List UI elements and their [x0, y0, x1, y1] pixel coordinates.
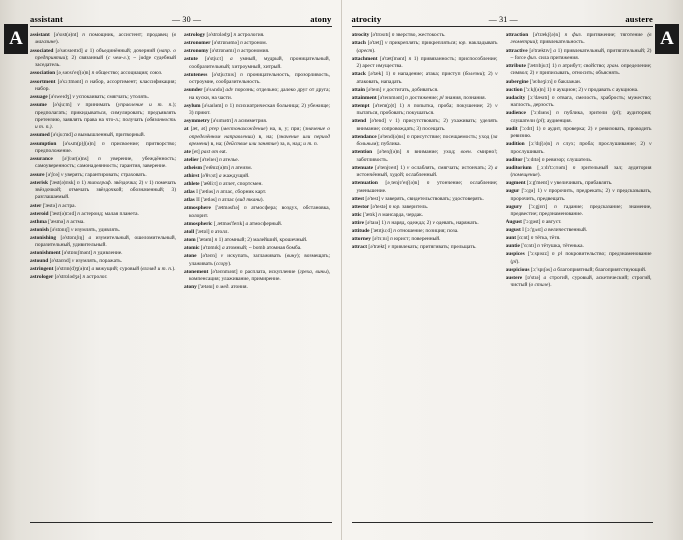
- dictionary-entry: atrocity [ə'trɒsɪtɪ] n зверство, жестокость.: [351, 32, 446, 38]
- dictionary-entry: atheism ['eɪθɪɪz(ə)m] n атеизм.: [184, 165, 253, 172]
- dictionary-entry: auntie ['ɑːntɪ] n тётушка, тётенька.: [505, 243, 584, 250]
- dictionary-entry: attestor [ə'testə] n юр. заверитель.: [351, 203, 429, 210]
- dictionary-entry: atlas I ['ætləs] n атлас, сборник карт.: [184, 189, 267, 196]
- dictionary-entry: austere [ɒ'stɪə] a строгий, суровый, аскетический; строгий, чистый (о стиле).: [505, 274, 652, 289]
- dictionary-entry: attendance [ə'tend(ə)ns] n присутствие; посещаемость; уход (за больным); публика.: [351, 133, 498, 148]
- left-column-1: [30, 32, 176, 518]
- dictionary-entry: assumed [ə'sjuːmd] a вымышленный, притворный.: [30, 132, 146, 139]
- dictionary-entry: athlete ['æθliːt] n атлет, спортсмен.: [184, 181, 263, 188]
- right-column-2: [506, 32, 652, 518]
- dictionary-entry: astronomy [ə'strɒnəmɪ] n астрономия.: [184, 48, 270, 55]
- dictionary-entry: attainment [ə'teɪnmənt] n достижение; pl знания, познания.: [351, 94, 486, 101]
- dictionary-entry: attract [ə'trækt] v привлекать; притягивать; прельщать.: [351, 243, 477, 250]
- dictionary-entry: august I [ɔː'gʌst] a величественный.: [505, 227, 588, 234]
- dictionary-entry: augur ['ɔːgə] 1) v пророчить, предрекать; 2) v предсказывать, пророчить, предвещать.: [505, 188, 652, 202]
- dictionary-entry: asthma ['æsmə] n астма.: [30, 218, 85, 225]
- dictionary-entry: attachment [ə'tætʃmənt] n 1) привязанность; приспособление; 2) арест имущества.: [351, 55, 498, 69]
- dictionary-entry: auspices ['ɔːspɪsɪz] n pl покровительство; предзнаменование (pl).: [505, 251, 652, 265]
- dictionary-entry: attest [ə'test] v заверять, свидетельствовать; удостоверять.: [351, 195, 484, 202]
- right-header-first-word: atrocity: [351, 14, 382, 24]
- dictionary-entry: attribute ['ætrɪbjuːt] 1) n атрибут; свойство; грам. определение; символ; 2) v приписывать, относить; объяснять.: [505, 63, 652, 77]
- dictionary-entry: audit ['ɔːdɪt] 1) n аудит, проверка; 2) v ревизовать, проводить ревизию.: [505, 125, 652, 140]
- dictionary-entry: astonish [ə'stɒnɪʃ] v изумлять, удивлять.: [30, 226, 121, 233]
- thumb-index-letter: A: [4, 24, 28, 54]
- dictionary-entry: atmosphere ['ætməsfɪə] n атмосфера; воздух, обстановка, колорит.: [184, 205, 330, 219]
- dictionary-entry: augury ['ɔːgjʋrɪ] n гадание; предсказание; знамение, предвестие; предзнаменование.: [505, 203, 652, 218]
- left-column-2: [184, 32, 330, 518]
- dictionary-entry: asunder [ə'sʌndə] adv порознь; отдельно; далеко друг от друга; на куски, на части.: [184, 87, 330, 101]
- dictionary-entry: attain [ə'teɪn] v достигать, добиваться.: [351, 86, 439, 93]
- dictionary-entry: atoll ['ætɒl] n атолл.: [184, 229, 229, 236]
- dictionary-entry: attach [ə'tætʃ] v прикреплять; прикрепляться; юр. накладывать (арест).: [351, 40, 498, 54]
- dictionary-entry: astound [ə'staʋnd] v изумлять, поражать.: [30, 258, 123, 265]
- dictionary-entry: ate [et] past от eat.: [184, 149, 228, 156]
- left-page-number: — 30 —: [171, 15, 202, 24]
- dictionary-entry: asymmetry [ə'sɪmətrɪ] n асимметрия.: [184, 118, 268, 125]
- right-running-head: [352, 14, 654, 27]
- dictionary-entry: audacity [ɔː'dæsɪtɪ] n отвага, смелость, храбрость; мужество; наглость, дерзость.: [505, 94, 652, 109]
- dictionary-entry: astronomer [ə'strɒnəmə] n астроном.: [184, 40, 267, 47]
- dictionary-entry: attend [ə'tend] v 1) присутствовать; 2) ухаживать; уделять внимание; сопровождать; 3) посещать.: [351, 118, 498, 132]
- dictionary-entry: assumption [ə'sʌm(p)ʃ(ə)n] n присвоение; притворство; предположение.: [30, 140, 176, 154]
- right-column-1: [352, 32, 498, 518]
- dictionary-entry: astute [ə'stjuːt] a умный, мудрый, проницательный, сообразительный; хитроумный, хитрый.: [184, 56, 330, 70]
- dictionary-entry: astuteness [ə'stjuːtnɪs] n проницательность, прозорливость, остроумие, сообразительность.: [184, 71, 330, 86]
- dictionary-entry: aster ['æstə] n астра.: [30, 202, 76, 209]
- dictionary-entry: atony ['ætənɪ] n мед. атония.: [184, 284, 248, 291]
- dictionary-entry: attenuation [əˌtenjʋ'eɪʃ(ə)n] n утончение; ослабление; уменьшение.: [351, 180, 498, 194]
- dictionary-entry: assortment [ə'sɔːtmənt] n набор, ассортимент; классификация; набор.: [30, 78, 176, 92]
- dictionary-entry: assurance [ə'ʃʋər(ə)ns] n уверение, убеждённость; самоуверенность; самонадеянность; гарантия, заверение.: [30, 156, 176, 170]
- dictionary-entry: assuage [ə'sweɪdʒ] v успокаивать; смягчать; утолять.: [30, 94, 149, 100]
- dictionary-entry: attitude ['ætɪtjuːd] n отношение; позиция; поза.: [351, 227, 459, 234]
- dictionary-entry: asteroid ['æst(ə)rɔɪd] n астероид; малая планета.: [30, 210, 139, 217]
- dictionary-entry: aunt [ɑːnt] n тётка, тётя.: [505, 235, 561, 242]
- right-bottom-rule: [352, 522, 654, 523]
- dictionary-entry: astonishment [ə'stɒnɪʃmənt] n удивление.: [30, 250, 123, 257]
- dictionary-entry: aubergine ['əʋbəʒiːn] n баклажан.: [505, 78, 582, 85]
- dictionary-entry: assure [ə'ʃʋə] v уверять; гарантировать; страховать.: [30, 171, 147, 178]
- dictionary-entry: atomic [ə'tɒmɪk] a атомный; ~ bomb атомная бомба.: [184, 245, 302, 252]
- right-header-last-word: austere: [625, 14, 653, 24]
- dictionary-entry: attention [ə'tenʃ(ə)n] n внимание; уход; воен. смирно!; заботливость.: [351, 149, 498, 163]
- dictionary-entry: audience ['ɔːdɪəns] n публика, зрители (pl); аудитория; слушатели (pl); аудиенция.: [505, 110, 652, 124]
- dictionary-entry: attractive [ə'træktɪv] a 1) привлекательный, притягательный; 2) ~ force физ. сила притяжения.: [505, 47, 652, 61]
- dictionary-entry: atmospheric [ˌætməs'ferɪk] a атмосферный.: [184, 220, 283, 227]
- dictionary-entry: augment [ɔːg'ment] v увеличивать, прибавлять.: [505, 180, 613, 187]
- thumb-index-letter: A: [655, 24, 679, 54]
- left-header-last-word: atony: [310, 14, 332, 24]
- dictionary-entry: attic ['ætɪk] n мансарда, чердак.: [351, 211, 424, 218]
- dictionary-entry: asterisk ['æst(ə)rɪsk] n 1) типограф. звёздочка; 2) v 1) помечать звёздочкой; отмечать звёздочкой; обозначенный; 3) разглашаемый.: [30, 179, 176, 201]
- dictionary-entry: atelier [ə'telɪeɪ] n ателье.: [184, 157, 240, 164]
- right-page-number: — 31 —: [488, 15, 518, 24]
- dictionary-entry: astringent [ə'strɪn(d)ʒ(ə)nt] a вяжущий; суровый (взгляд и т. п.).: [30, 266, 176, 273]
- dictionary-entry: atom ['ætəm] n 1) атомный; 2) малейший, крошечный.: [184, 237, 308, 244]
- dictionary-entry: atlas II ['ætləs] n атлас (вид ткани).: [184, 197, 264, 204]
- dictionary-entry: auspicious [ɔː'spɪʃəs] a благоприятный; благоприятствующий.: [505, 266, 647, 273]
- dictionary-entry: atonement [ə'təʋnmənt] n расплата, искупление (греха, вины), компенсация; улаживание, примирение.: [184, 268, 330, 283]
- dictionary-entry: August ['ɔːgəst] n август.: [505, 219, 562, 226]
- dictionary-entry: attraction [ə'trækʃ(ə)n] n физ. притяжение; тяготение (в геометрии); привлекательность.: [505, 32, 652, 46]
- dictionary-entry: attempt [ə'tem(p)t] 1) n попытка, проба; покушение; 2) v пытаться, пробовать; покушаться.: [351, 102, 498, 117]
- left-columns: [30, 32, 332, 518]
- left-header-first-word: assistant: [30, 14, 63, 24]
- right-columns: [352, 32, 654, 518]
- dictionary-entry: astonishing [ə'stɒnɪʃɪŋ] a изумительный, ошеломительный, поразительный, удивительный.: [30, 234, 176, 249]
- dictionary-entry: attack [ə'tæk] 1) n нападение; атака; приступ (болезни); 2) v атаковать, нападать.: [351, 71, 498, 85]
- left-running-head: [30, 14, 332, 27]
- dictionary-entry: asylum [ə'saɪləm] n 1) психиатрическая больница; 2) убежище; 3) приют.: [184, 102, 330, 117]
- dictionary-entry: auditor ['ɔːdɪtə] n ревизор; слушатель.: [505, 156, 593, 163]
- dictionary-entry: assume [ə'sjuːm] v принимать (управление и т. п.); предполагать; прикидываться, симулировать; предъявлять претензию, заявлять права на что-л.; получать (обязанность и т. п.).: [30, 102, 176, 131]
- dictionary-entry: auditorium [ˌɔːdɪ'tɔːrɪəm] n зрительный зал; аудитория (помещение).: [505, 164, 652, 179]
- dictionary-entry: astrologer [ə'strɒlədʒə] n астролог.: [30, 274, 108, 281]
- dictionary-entry: attorney [ə'tɜːnɪ] n юрист; поверенный.: [351, 235, 441, 242]
- dictionary-entry: at [æt, ət] prep (местонахождение) на, в, у; при; (значение о определённом направлении) в, на; (значение или период времени) в, на; (действие или занятие) за, в, над; и т. п.: [184, 126, 330, 148]
- dictionary-entry: astrology [ə'strɒlədʒɪ] n астрология.: [184, 32, 265, 38]
- dictionary-entry: atone [ə'təʋn] v искупать, заглаживать (вину); возмещать; улаживать (ссору).: [184, 253, 330, 267]
- dictionary-entry: associated [ə'səʋsɪeɪtɪd] a 1) объединённый; дочерний (напр. о предприятии); 2) связанный (с чем-л.); ~ judge судебный заседатель.: [30, 47, 176, 69]
- right-page: [342, 0, 683, 540]
- left-bottom-rule: [30, 522, 332, 523]
- dictionary-entry: auction ['ɔːkʃ(ə)n] 1) n аукцион; 2) v продавать с аукциона.: [505, 86, 639, 93]
- dictionary-entry: assistant [ə'sɪst(ə)nt] n помощник, ассистент; продавец (в магазине).: [30, 32, 176, 46]
- dictionary-entry: attire [ə'taɪə] 1) n наряд, одежда; 2) v одевать, наряжать.: [351, 219, 479, 226]
- dictionary-entry: athirst [ə'θɜːst] a жаждущий.: [184, 173, 250, 180]
- dictionary-entry: attenuate [ə'tenjʋeɪt] 1) v ослаблять, смягчать; истончать; 2) a истончённый, худой; ослабленный.: [351, 164, 498, 179]
- dictionary-entry: association [əˌsəʋsɪ'eɪʃ(ə)n] n общество; ассоциация; союз.: [30, 70, 163, 77]
- dictionary-entry: audition [ɔː'dɪʃ(ə)n] n слух; проба; прослушивание; 2) v прослушивать.: [505, 141, 652, 155]
